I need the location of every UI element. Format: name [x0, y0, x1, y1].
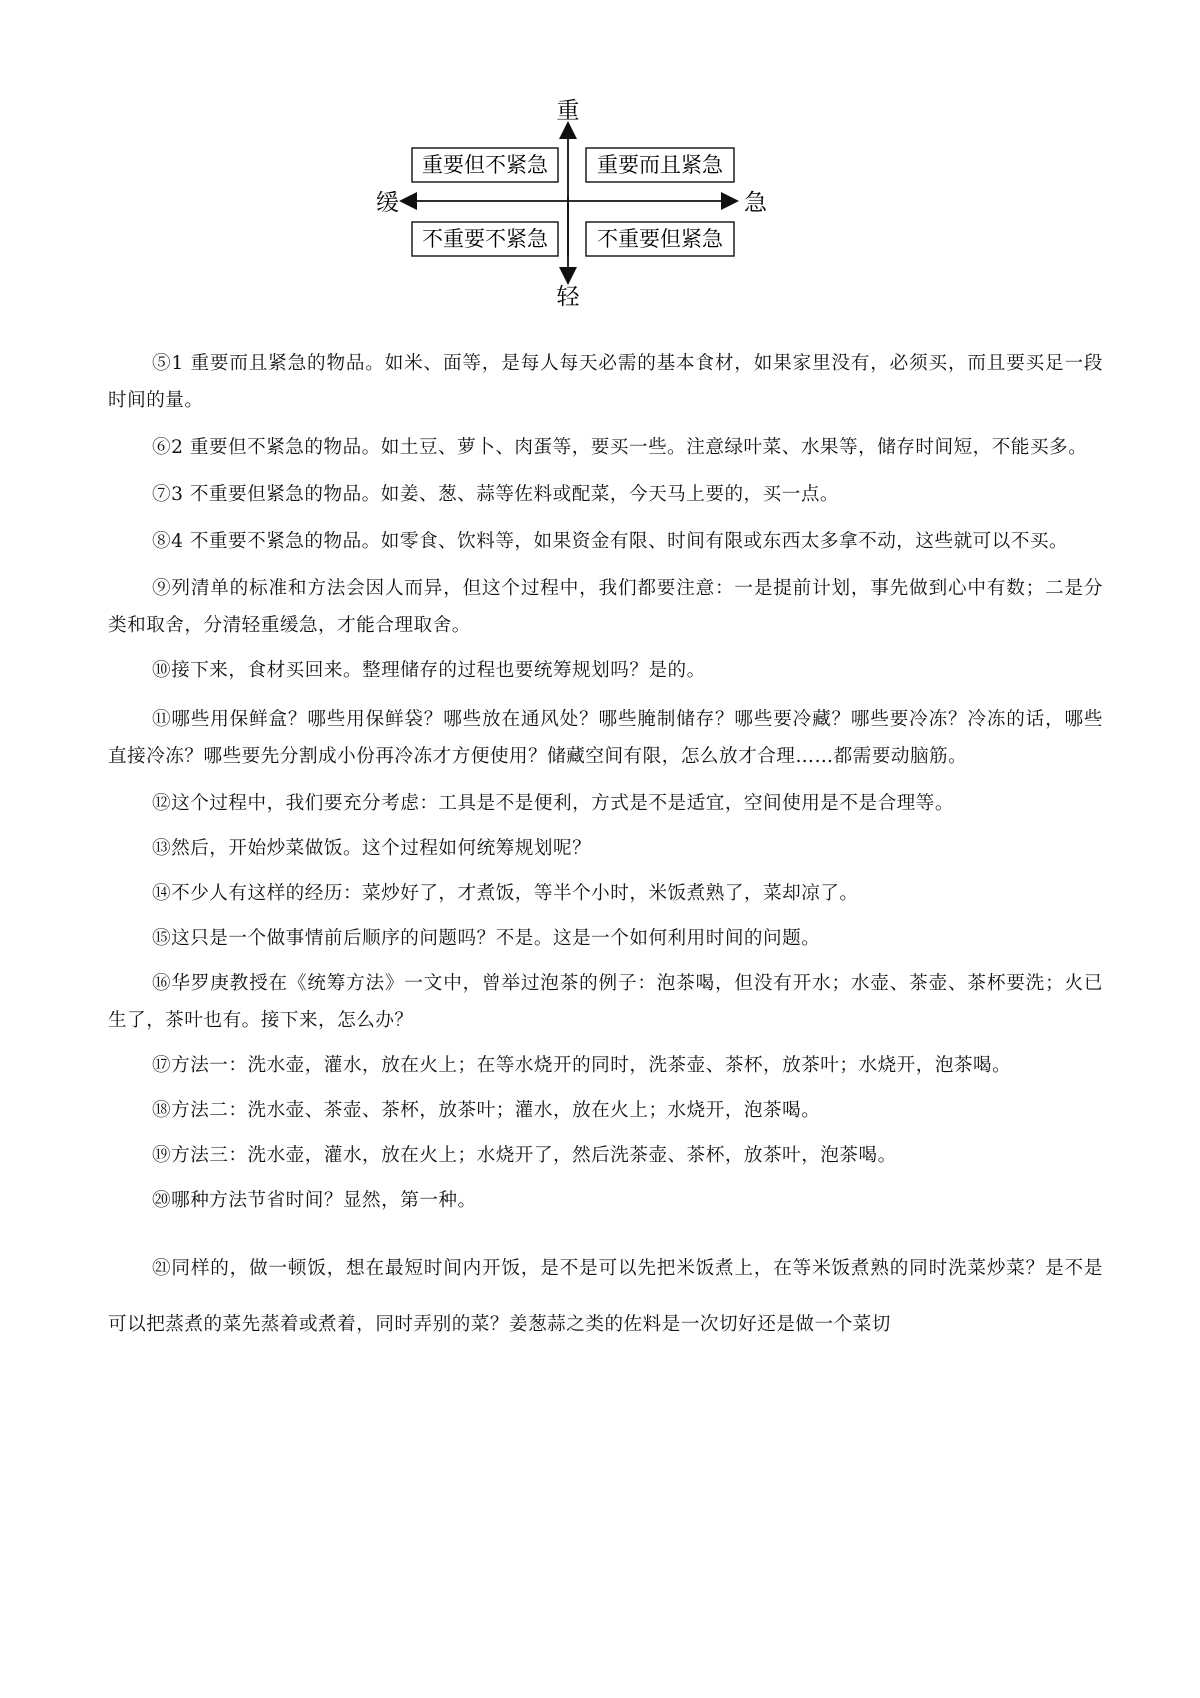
paragraph-21: ㉑同样的，做一顿饭，想在最短时间内开饭，是不是可以先把米饭煮上，在等米饭煮熟的同时洗菜炒菜？是不是可以把蒸煮的菜先蒸着或煮着，同时弄别的菜？姜葱蒜之类的佐料是一次切好还是做一个菜切	[108, 1258, 1103, 1335]
document-body	[108, 345, 1103, 1353]
paragraph-12: ⑫这个过程中，我们要充分考虑：工具是不是便利，方式是不是适宜，空间使用是不是合理等。	[152, 793, 954, 814]
paragraph-10: ⑩接下来，食材买回来。整理储存的过程也要统筹规划吗？是的。	[152, 660, 706, 681]
axis-label-left: 缓	[376, 190, 399, 216]
axis-label-top: 重	[556, 98, 580, 124]
quadrant-bottom-left-label: 不重要不紧急	[422, 227, 548, 251]
paragraph-14: ⑭不少人有这样的经历：菜炒好了，才煮饭，等半个小时，米饭煮熟了，菜却凉了。	[152, 883, 859, 904]
paragraph-16: ⑯华罗庚教授在《统筹方法》一文中，曾举过泡茶的例子：泡茶喝，但没有开水；水壶、茶壶、茶杯要洗；火已生了，茶叶也有。接下来，怎么办？	[108, 973, 1103, 1031]
quadrant-bottom-right-label: 不重要但紧急	[597, 227, 723, 251]
priority-quadrant-diagram	[376, 96, 840, 336]
quadrant-top-right-label: 重要而且紧急	[597, 153, 723, 177]
paragraph-15: ⑮这只是一个做事情前后顺序的问题吗？不是。这是一个如何利用时间的问题。	[152, 928, 821, 949]
paragraph-11: ⑪哪些用保鲜盒？哪些用保鲜袋？哪些放在通风处？哪些腌制储存？哪些要冷藏？哪些要冷冻？冷冻的话，哪些直接冷冻？哪些要先分割成小份再冷冻才方便使用？储藏空间有限，怎么放才合理……都需要动脑筋。	[108, 709, 1103, 767]
quadrant-diagram-svg	[376, 96, 840, 336]
axis-label-bottom: 轻	[556, 284, 580, 310]
paragraph-6: ⑥2 重要但不紧急的物品。如土豆、萝卜、肉蛋等，要买一些。注意绿叶菜、水果等，储存时间短，不能买多。	[152, 437, 1088, 458]
paragraph-7: ⑦3 不重要但紧急的物品。如姜、葱、蒜等佐料或配菜，今天马上要的，买一点。	[152, 484, 840, 505]
axis-label-right: 急	[744, 190, 767, 216]
paragraph-18: ⑱方法二：洗水壶、茶壶、茶杯，放茶叶；灌水，放在火上；水烧开，泡茶喝。	[152, 1100, 821, 1121]
paragraph-8: ⑧4 不重要不紧急的物品。如零食、饮料等，如果资金有限、时间有限或东西太多拿不动，这些就可以不买。	[152, 531, 1069, 552]
paragraph-19: ⑲方法三：洗水壶，灌水，放在火上；水烧开了，然后洗茶壶、茶杯，放茶叶，泡茶喝。	[152, 1145, 897, 1166]
paragraph-17: ⑰方法一：洗水壶，灌水，放在火上；在等水烧开的同时，洗茶壶、茶杯，放茶叶；水烧开，泡茶喝。	[152, 1055, 1012, 1076]
paragraph-5: ⑤1 重要而且紧急的物品。如米、面等，是每人每天必需的基本食材，如果家里没有，必须买，而且要买足一段时间的量。	[108, 353, 1103, 411]
paragraph-20: ⑳哪种方法节省时间？显然，第一种。	[152, 1190, 477, 1211]
quadrant-top-left-label: 重要但不紧急	[422, 153, 548, 177]
paragraph-13: ⑬然后，开始炒菜做饭。这个过程如何统筹规划呢？	[152, 838, 592, 859]
paragraph-9: ⑨列清单的标准和方法会因人而异，但这个过程中，我们都要注意：一是提前计划，事先做到心中有数；二是分类和取舍，分清轻重缓急，才能合理取舍。	[108, 578, 1103, 636]
